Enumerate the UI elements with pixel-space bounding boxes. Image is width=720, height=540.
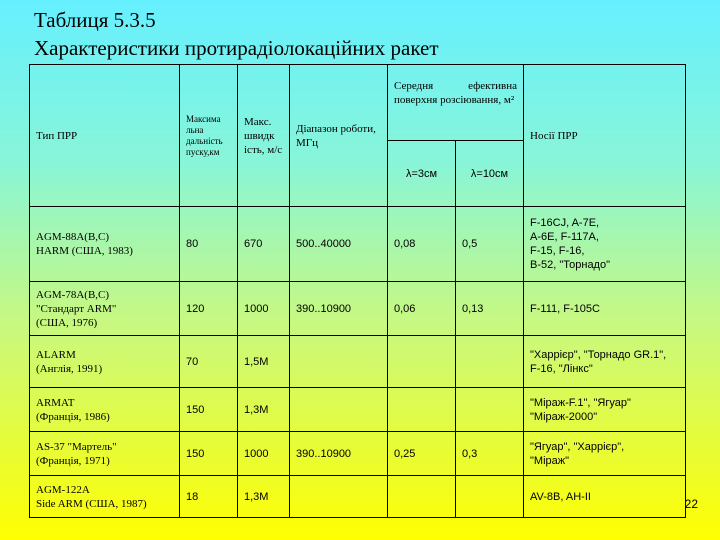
cell-type: ALARM (Англія, 1991) xyxy=(30,336,180,388)
cell-freq xyxy=(290,388,388,432)
cell-freq xyxy=(290,476,388,518)
cell-carriers: F-16CJ, A-7E, A-6E, F-117A, F-15, F-16, B-52, "Торнадо" xyxy=(524,207,686,282)
cell-type: ARMAT (Франція, 1986) xyxy=(30,388,180,432)
header-rcs: Середня ефективна поверхня розсіювання, м² xyxy=(388,65,524,141)
cell-speed: 1,5М xyxy=(238,336,290,388)
header-rcs-3cm: λ=3см xyxy=(388,141,456,207)
table-row xyxy=(30,476,686,518)
table-caption: Таблиця 5.3.5 xyxy=(34,8,156,32)
cell-speed: 1000 xyxy=(238,432,290,476)
cell-range: 150 xyxy=(180,432,238,476)
header-rcs-10cm: λ=10см xyxy=(456,141,524,207)
cell-rcs-3cm: 0,06 xyxy=(388,282,456,336)
cell-carriers: "Міраж-F.1", "Ягуар" "Міраж-2000" xyxy=(524,388,686,432)
page-number: 22 xyxy=(684,497,698,511)
header-freq: Діапазон роботи, МГц xyxy=(290,65,388,207)
header-speed: Макс. швидк ість, м/с xyxy=(238,65,290,207)
cell-freq: 390..10900 xyxy=(290,432,388,476)
cell-rcs-10cm xyxy=(456,336,524,388)
table-row xyxy=(30,207,686,282)
table-heading: Характеристики протирадіолокаційних ракет xyxy=(34,36,439,60)
table-body xyxy=(30,207,686,518)
header-range: Максима льна дальність пуску,км xyxy=(180,65,238,207)
cell-range: 150 xyxy=(180,388,238,432)
slide-title xyxy=(34,6,439,62)
cell-type: AGM-78A(B,C) "Стандарт ARM" (США, 1976) xyxy=(30,282,180,336)
cell-rcs-3cm: 0,08 xyxy=(388,207,456,282)
cell-carriers: AV-8B, AH-II xyxy=(524,476,686,518)
cell-rcs-3cm xyxy=(388,388,456,432)
table-row xyxy=(30,432,686,476)
cell-type: AS-37 "Мартель" (Франція, 1971) xyxy=(30,432,180,476)
header-row-1 xyxy=(30,65,686,141)
cell-rcs-3cm xyxy=(388,336,456,388)
cell-freq xyxy=(290,336,388,388)
cell-speed: 670 xyxy=(238,207,290,282)
cell-speed: 1,3М xyxy=(238,476,290,518)
cell-rcs-3cm xyxy=(388,476,456,518)
cell-range: 120 xyxy=(180,282,238,336)
cell-rcs-10cm xyxy=(456,388,524,432)
cell-rcs-10cm xyxy=(456,476,524,518)
cell-range: 80 xyxy=(180,207,238,282)
cell-carriers: F-111, F-105C xyxy=(524,282,686,336)
missile-characteristics-table xyxy=(29,64,686,518)
cell-carriers: "Ягуар", "Харрієр", "Міраж" xyxy=(524,432,686,476)
cell-rcs-10cm: 0,13 xyxy=(456,282,524,336)
header-carriers: Носії ПРР xyxy=(524,65,686,207)
table-row xyxy=(30,336,686,388)
cell-range: 70 xyxy=(180,336,238,388)
header-type: Тип ПРР xyxy=(30,65,180,207)
table-row xyxy=(30,388,686,432)
cell-rcs-10cm: 0,5 xyxy=(456,207,524,282)
cell-type: AGM-122A Side ARM (США, 1987) xyxy=(30,476,180,518)
cell-freq: 500..40000 xyxy=(290,207,388,282)
cell-range: 18 xyxy=(180,476,238,518)
cell-type: AGM-88A(B,C) HARM (США, 1983) xyxy=(30,207,180,282)
cell-carriers: "Харрієр", "Торнадо GR.1", F-16, "Лінкс" xyxy=(524,336,686,388)
cell-freq: 390..10900 xyxy=(290,282,388,336)
cell-rcs-3cm: 0,25 xyxy=(388,432,456,476)
cell-speed: 1000 xyxy=(238,282,290,336)
cell-rcs-10cm: 0,3 xyxy=(456,432,524,476)
cell-speed: 1,3М xyxy=(238,388,290,432)
table-row xyxy=(30,282,686,336)
